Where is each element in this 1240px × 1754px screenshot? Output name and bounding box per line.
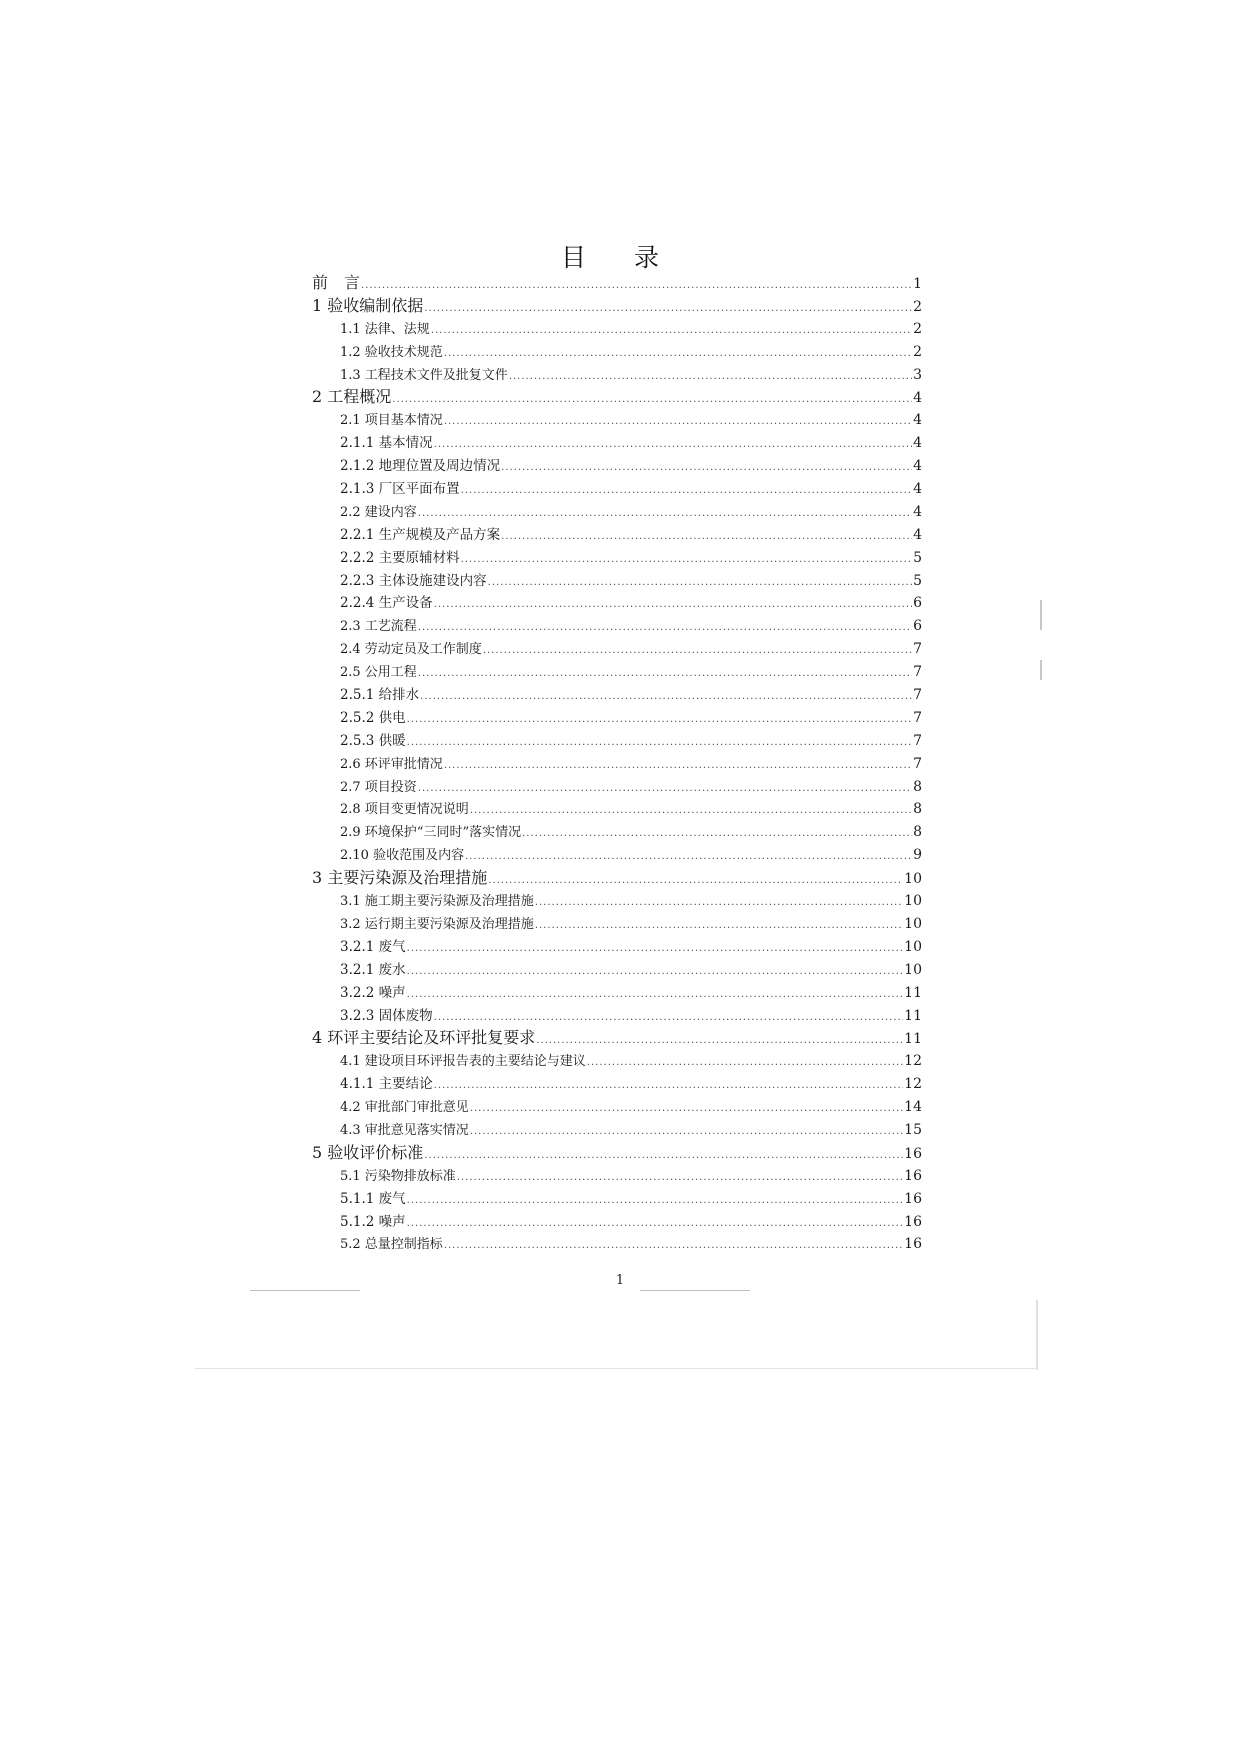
- toc-entry-page: 4: [913, 412, 922, 429]
- toc-leader-dots: [418, 503, 912, 524]
- toc-entry: [312, 364, 922, 387]
- toc-entry-label: 5.1 污染物排放标准: [340, 1168, 456, 1184]
- toc-leader-dots: [461, 549, 912, 570]
- toc-leader-dots: [407, 938, 904, 959]
- toc-entry-label: 5.1.1 废气: [340, 1190, 406, 1207]
- toc-entry-label: 3.2.2 噪声: [340, 984, 406, 1001]
- toc-leader-dots: [434, 1007, 904, 1028]
- toc-entry-page: 4: [913, 435, 922, 452]
- toc-leader-dots: [535, 892, 903, 913]
- toc-entry-label: 前 言: [312, 273, 361, 292]
- toc-leader-dots: [470, 1098, 903, 1119]
- toc-leader-dots: [501, 457, 912, 478]
- toc-leader-dots: [418, 617, 912, 638]
- toc-entry-page: 11: [904, 1031, 922, 1048]
- toc-entry-label: 5 验收评价标准: [312, 1142, 424, 1162]
- toc-entry-label: 2.3 工艺流程: [340, 619, 417, 635]
- toc-entry: [312, 638, 922, 661]
- toc-entry: [312, 295, 922, 318]
- toc-entry: [312, 455, 922, 478]
- toc-entry: [312, 478, 922, 501]
- toc-entry: [312, 1050, 922, 1073]
- toc-leader-dots: [434, 434, 912, 455]
- toc-entry-label: 2.2.4 生产设备: [340, 595, 433, 612]
- toc-entry: [312, 547, 922, 570]
- toc-entry-page: 4: [913, 526, 922, 543]
- toc-entry-label: 2.1.1 基本情况: [340, 435, 433, 452]
- toc-entry-label: 2.1 项目基本情况: [340, 413, 443, 429]
- toc-entry-label: 2.5 公用工程: [340, 665, 417, 681]
- toc-leader-dots: [461, 480, 912, 501]
- toc-entry-label: 3.2 运行期主要污染源及治理措施: [340, 916, 534, 932]
- toc-entry-label: 2.7 项目投资: [340, 779, 417, 795]
- toc-entry: [312, 867, 922, 890]
- toc-entry: [312, 1142, 922, 1165]
- toc-leader-dots: [470, 1121, 903, 1142]
- toc-entry-label: 3 主要污染源及治理措施: [312, 868, 488, 888]
- toc-entry-page: 12: [904, 1076, 922, 1093]
- toc-entry-page: 2: [913, 298, 922, 315]
- toc-leader-dots: [407, 984, 904, 1005]
- toc-leader-dots: [509, 366, 912, 387]
- scan-artifact-line: [250, 1290, 360, 1291]
- toc-entry: [312, 1211, 922, 1234]
- toc-leader-dots: [392, 389, 912, 409]
- toc-entry-page: 5: [913, 549, 922, 566]
- toc-leader-dots: [470, 800, 912, 821]
- toc-entry-page: 11: [904, 984, 922, 1001]
- toc-entry: [312, 936, 922, 959]
- toc-entry-page: 9: [913, 847, 922, 864]
- toc-entry-label: 4.3 审批意见落实情况: [340, 1122, 469, 1138]
- toc-entry-page: 1: [913, 276, 922, 292]
- toc-entry-label: 2.1.2 地理位置及周边情况: [340, 458, 501, 475]
- toc-leader-dots: [488, 572, 912, 593]
- toc-entry-label: 2.2.3 主体设施建设内容: [340, 572, 487, 589]
- toc-entry-page: 4: [913, 458, 922, 475]
- toc-entry-page: 2: [913, 343, 922, 360]
- toc-entry-page: 7: [913, 755, 922, 772]
- toc-leader-dots: [501, 526, 912, 547]
- toc-leader-dots: [444, 755, 912, 776]
- toc-entry-label: 4 环评主要结论及环评批复要求: [312, 1028, 536, 1048]
- toc-entry-page: 3: [913, 366, 922, 383]
- toc-entry-page: 7: [913, 687, 922, 704]
- toc-leader-dots: [407, 961, 904, 982]
- toc-leader-dots: [434, 594, 912, 615]
- toc-entry-page: 15: [904, 1121, 922, 1138]
- toc-entry-page: 8: [913, 824, 922, 841]
- toc-entry-label: 2.9 环境保护“三同时”落实情况: [340, 825, 522, 841]
- toc-entry-label: 3.2.1 废水: [340, 961, 406, 978]
- toc-entry: [312, 982, 922, 1005]
- toc-entry: [312, 615, 922, 638]
- toc-leader-dots: [535, 915, 903, 936]
- toc-entry: [312, 661, 922, 684]
- toc-entry-label: 2.5.3 供暖: [340, 732, 406, 749]
- toc-entry: [312, 913, 922, 936]
- toc-entry: [312, 821, 922, 844]
- toc-entry: [312, 1119, 922, 1142]
- toc-entry-page: 16: [904, 1145, 922, 1162]
- toc-entry-label: 5.2 总量控制指标: [340, 1237, 443, 1253]
- toc-entry-page: 4: [913, 503, 922, 520]
- toc-entry-label: 2.10 验收范围及内容: [340, 848, 465, 864]
- toc-entry-page: 7: [913, 641, 922, 658]
- toc-entry-label: 2.5.2 供电: [340, 709, 406, 726]
- toc-entry-label: 2.5.1 给排水: [340, 687, 420, 704]
- toc-entry-label: 4.2 审批部门审批意见: [340, 1100, 469, 1116]
- toc-entry: [312, 1005, 922, 1028]
- toc-entry: [312, 318, 922, 341]
- toc-entry: [312, 524, 922, 547]
- toc-entry: [312, 409, 922, 432]
- toc-leader-dots: [407, 1190, 904, 1211]
- toc-entry-page: 7: [913, 664, 922, 681]
- toc-entry: [312, 1188, 922, 1211]
- toc-entry-page: 12: [904, 1053, 922, 1070]
- toc-leader-dots: [536, 1030, 903, 1050]
- toc-entry-label: 2.2 建设内容: [340, 504, 417, 520]
- toc-leader-dots: [420, 686, 912, 707]
- toc-entry-page: 10: [904, 961, 922, 978]
- toc-leader-dots: [361, 275, 912, 295]
- toc-entry: [312, 798, 922, 821]
- toc-leader-dots: [483, 640, 912, 661]
- toc-entry-label: 4.1 建设项目环评报告表的主要结论与建议: [340, 1054, 586, 1070]
- toc-entry-page: 8: [913, 778, 922, 795]
- toc-leader-dots: [457, 1167, 903, 1188]
- toc-leader-dots: [488, 870, 903, 890]
- toc-entry: [312, 1073, 922, 1096]
- toc-entry: [312, 1233, 922, 1256]
- toc-leader-dots: [418, 778, 912, 799]
- toc-entry-page: 16: [904, 1190, 922, 1207]
- toc-entry-label: 2.2.2 主要原辅材料: [340, 549, 460, 566]
- toc-entry-page: 16: [904, 1213, 922, 1230]
- toc-entry-label: 2.8 项目变更情况说明: [340, 802, 469, 818]
- toc-entry-page: 4: [913, 481, 922, 498]
- toc-entry-page: 16: [904, 1167, 922, 1184]
- toc-entry-page: 11: [904, 1007, 922, 1024]
- table-of-contents: [312, 272, 922, 1256]
- toc-leader-dots: [444, 1235, 903, 1256]
- toc-entry: [312, 272, 922, 295]
- toc-entry: [312, 890, 922, 913]
- toc-entry-label: 1 验收编制依据: [312, 295, 424, 315]
- toc-entry-label: 1.2 验收技术规范: [340, 344, 443, 360]
- toc-leader-dots: [424, 298, 912, 318]
- toc-entry-page: 2: [913, 320, 922, 337]
- toc-entry-page: 10: [904, 938, 922, 955]
- toc-entry: [312, 776, 922, 799]
- toc-entry-page: 8: [913, 801, 922, 818]
- toc-leader-dots: [424, 1145, 903, 1165]
- scan-artifact-line: [640, 1290, 750, 1291]
- toc-entry: [312, 730, 922, 753]
- toc-entry: [312, 1096, 922, 1119]
- toc-leader-dots: [434, 1075, 904, 1096]
- toc-entry: [312, 432, 922, 455]
- toc-entry-page: 10: [904, 893, 922, 910]
- toc-leader-dots: [407, 732, 912, 753]
- toc-entry-label: 5.1.2 噪声: [340, 1213, 406, 1230]
- toc-entry-label: 3.2.3 固体废物: [340, 1007, 433, 1024]
- scan-artifact-mark: [1036, 1300, 1038, 1370]
- toc-entry-label: 3.1 施工期主要污染源及治理措施: [340, 894, 534, 910]
- toc-entry: [312, 1027, 922, 1050]
- toc-entry: [312, 707, 922, 730]
- toc-leader-dots: [407, 1213, 904, 1234]
- toc-leader-dots: [444, 343, 912, 364]
- scan-artifact-mark: [1040, 660, 1042, 680]
- toc-entry-page: 5: [913, 572, 922, 589]
- toc-entry-page: 7: [913, 732, 922, 749]
- scan-artifact-mark: [1040, 600, 1042, 630]
- toc-entry: [312, 1165, 922, 1188]
- toc-entry-label: 1.1 法律、法规: [340, 321, 430, 337]
- toc-entry: [312, 570, 922, 593]
- toc-title: 目 录: [561, 243, 679, 272]
- toc-entry-label: 2.4 劳动定员及工作制度: [340, 642, 482, 658]
- toc-entry-page: 10: [904, 915, 922, 932]
- toc-entry-page: 10: [904, 871, 922, 888]
- toc-entry-label: 1.3 工程技术文件及批复文件: [340, 367, 508, 383]
- toc-entry-page: 4: [913, 390, 922, 407]
- toc-entry: [312, 592, 922, 615]
- toc-entry-label: 2.1.3 厂区平面布置: [340, 481, 460, 498]
- toc-entry: [312, 386, 922, 409]
- toc-entry: [312, 844, 922, 867]
- toc-entry-page: 16: [904, 1236, 922, 1253]
- toc-entry-page: 6: [913, 595, 922, 612]
- toc-entry: [312, 341, 922, 364]
- toc-leader-dots: [444, 411, 912, 432]
- toc-leader-dots: [587, 1052, 903, 1073]
- toc-entry-page: 7: [913, 709, 922, 726]
- toc-entry-label: 2.6 环评审批情况: [340, 756, 443, 772]
- toc-entry-label: 3.2.1 废气: [340, 938, 406, 955]
- toc-entry: [312, 753, 922, 776]
- toc-entry: [312, 501, 922, 524]
- toc-entry: [312, 959, 922, 982]
- scan-artifact-line: [195, 1368, 1035, 1369]
- toc-leader-dots: [522, 823, 912, 844]
- toc-entry-label: 4.1.1 主要结论: [340, 1076, 433, 1093]
- toc-leader-dots: [418, 663, 912, 684]
- toc-leader-dots: [465, 846, 912, 867]
- toc-entry-label: 2.2.1 生产规模及产品方案: [340, 526, 501, 543]
- toc-entry-page: 6: [913, 618, 922, 635]
- toc-entry-page: 14: [904, 1099, 922, 1116]
- page-number: 1: [615, 1273, 625, 1288]
- toc-leader-dots: [407, 709, 912, 730]
- toc-entry-label: 2 工程概况: [312, 387, 392, 407]
- toc-leader-dots: [431, 320, 912, 341]
- toc-entry: [312, 684, 922, 707]
